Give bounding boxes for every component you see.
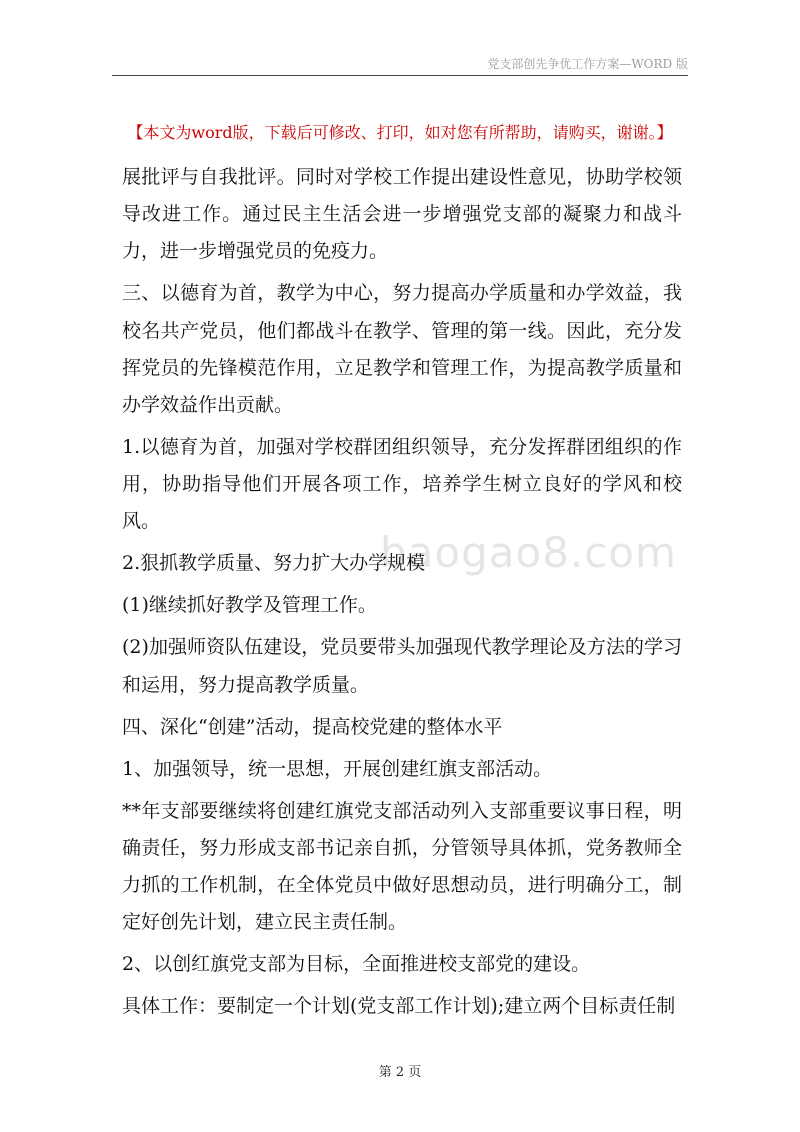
document-body [122, 159, 682, 1030]
paragraph: 2、以创红旗党支部为目标，全面推进校支部党的建设。 [122, 953, 591, 976]
running-header: 党支部创先争优工作方案—WORD 版 [487, 57, 688, 71]
page-number: 第 2 页 [378, 1065, 422, 1080]
header-divider [112, 75, 688, 76]
paragraph: 1.以德育为首，加强对学校群团组织领导，充分发挥群团组织的作用，协助指导他们开展各项工作，培养学生树立良好的学风和校风。 [122, 436, 682, 533]
paragraph: 三、以德育为首，教学为中心，努力提高办学质量和办学效益，我校名共产党员，他们都战斗在教学、管理的第一线。因此，充分发挥党员的先锋模范作用，立足教学和管理工作，为提高教学质量和办学效益作出贡献。 [122, 282, 682, 417]
paragraph: (1)继续抓好教学及管理工作。 [122, 594, 377, 617]
paragraph: 1、加强领导，统一思想，开展创建红旗支部活动。 [122, 757, 553, 780]
paragraph: 2.狠抓教学质量、努力扩大办学规模 [122, 552, 426, 575]
watermark: baogao8.com [380, 528, 677, 577]
paragraph: (2)加强师资队伍建设，党员要带头加强现代教学理论及方法的学习和运用，努力提高教学质量。 [122, 636, 682, 696]
paragraph: 具体工作：要制定一个计划(党支部工作计划);建立两个目标责任制 [122, 995, 676, 1018]
paragraph: 展批评与自我批评。同时对学校工作提出建设性意见，协助学校领导改进工作。通过民主生活会进一步增强党支部的凝聚力和战斗力，进一步增强党员的免疫力。 [122, 166, 682, 263]
download-notice: 【本文为word版，下载后可修改、打印，如对您有所帮助，请购买，谢谢。】 [127, 123, 673, 142]
section-heading: 四、深化“创建”活动，提高校党建的整体水平 [122, 715, 503, 738]
paragraph: **年支部要继续将创建红旗党支部活动列入支部重要议事日程，明确责任，努力形成支部书记亲自抓，分管领导具体抓，党务教师全力抓的工作机制，在全体党员中做好思想动员，进行明确分工，制定好创先计划，建立民主责任制。 [122, 799, 682, 934]
